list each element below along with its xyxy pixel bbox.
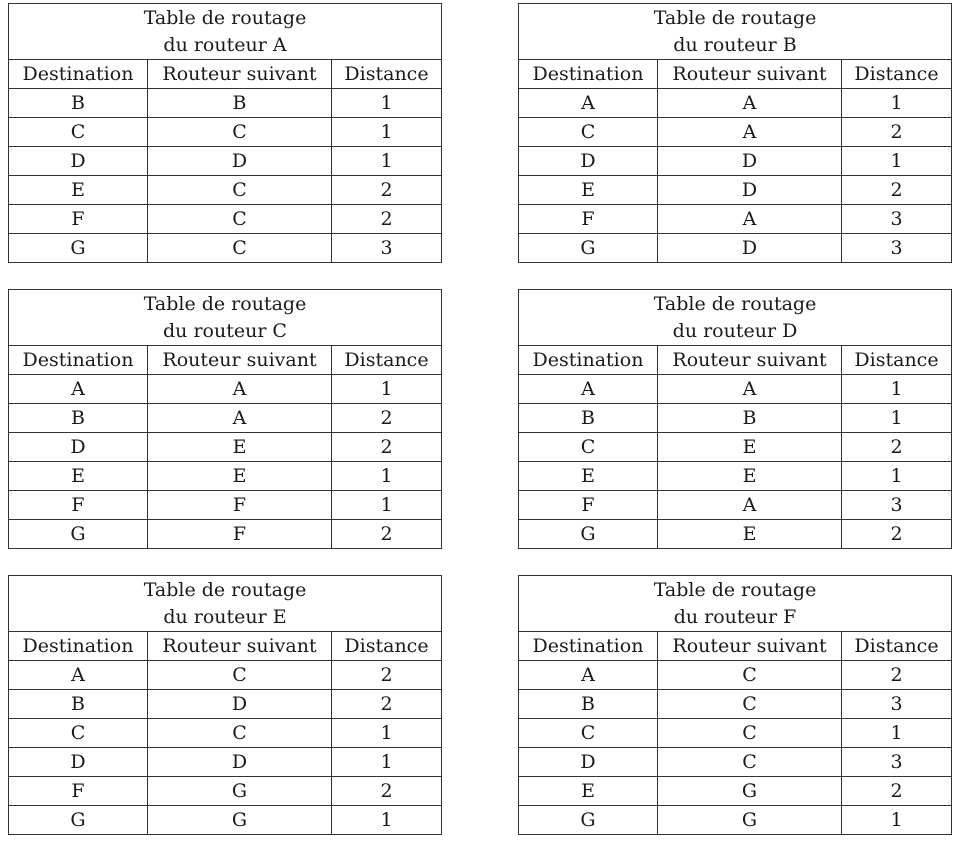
destination-cell: F xyxy=(9,491,148,520)
table-title xyxy=(519,290,952,346)
table-title xyxy=(9,576,442,632)
routing-table-c xyxy=(8,289,442,549)
column-header-destination: Destination xyxy=(519,60,658,89)
table-title-line2: du routeur D xyxy=(672,319,798,342)
table-title-line1: Table de routage xyxy=(653,578,817,601)
next-router-cell: A xyxy=(658,375,842,404)
next-router-cell: C xyxy=(148,661,332,690)
distance-cell: 2 xyxy=(332,520,442,549)
distance-cell: 2 xyxy=(842,118,952,147)
table-title-line2: du routeur E xyxy=(163,605,287,628)
next-router-cell: E xyxy=(148,462,332,491)
table-row xyxy=(9,176,442,205)
table-row xyxy=(9,719,442,748)
distance-cell: 1 xyxy=(332,118,442,147)
destination-cell: D xyxy=(519,147,658,176)
table-title-line2: du routeur A xyxy=(163,33,287,56)
next-router-cell: G xyxy=(148,806,332,835)
column-header-distance: Distance xyxy=(842,346,952,375)
next-router-cell: C xyxy=(148,176,332,205)
destination-cell: E xyxy=(519,777,658,806)
destination-cell: B xyxy=(519,404,658,433)
destination-cell: D xyxy=(9,433,148,462)
destination-cell: F xyxy=(519,491,658,520)
destination-cell: E xyxy=(519,462,658,491)
distance-cell: 1 xyxy=(842,375,952,404)
destination-cell: D xyxy=(9,748,148,777)
distance-cell: 3 xyxy=(842,234,952,263)
next-router-cell: C xyxy=(148,118,332,147)
distance-cell: 1 xyxy=(332,748,442,777)
distance-cell: 1 xyxy=(332,491,442,520)
distance-cell: 1 xyxy=(332,462,442,491)
routing-table-f xyxy=(518,575,952,835)
next-router-cell: A xyxy=(658,491,842,520)
table-row xyxy=(9,777,442,806)
destination-cell: E xyxy=(9,176,148,205)
distance-cell: 2 xyxy=(332,176,442,205)
next-router-cell: A xyxy=(148,404,332,433)
next-router-cell: D xyxy=(658,176,842,205)
table-row xyxy=(519,375,952,404)
table-row xyxy=(519,719,952,748)
distance-cell: 3 xyxy=(842,690,952,719)
next-router-cell: G xyxy=(658,777,842,806)
next-router-cell: D xyxy=(658,234,842,263)
destination-cell: G xyxy=(519,806,658,835)
distance-cell: 1 xyxy=(332,375,442,404)
next-router-cell: E xyxy=(658,520,842,549)
distance-cell: 3 xyxy=(842,491,952,520)
destination-cell: A xyxy=(9,375,148,404)
distance-cell: 1 xyxy=(842,806,952,835)
destination-cell: G xyxy=(9,806,148,835)
table-row xyxy=(519,661,952,690)
next-router-cell: A xyxy=(658,205,842,234)
next-router-cell: G xyxy=(658,806,842,835)
distance-cell: 2 xyxy=(332,404,442,433)
distance-cell: 1 xyxy=(842,89,952,118)
table-row xyxy=(9,404,442,433)
distance-cell: 2 xyxy=(842,661,952,690)
routing-table-d xyxy=(518,289,952,549)
table-row xyxy=(9,690,442,719)
column-header-next-router: Routeur suivant xyxy=(658,632,842,661)
destination-cell: C xyxy=(519,118,658,147)
next-router-cell: C xyxy=(658,748,842,777)
table-row xyxy=(9,89,442,118)
table-row xyxy=(519,806,952,835)
table-row xyxy=(9,806,442,835)
destination-cell: C xyxy=(9,118,148,147)
destination-cell: C xyxy=(519,719,658,748)
table-title-line1: Table de routage xyxy=(143,292,307,315)
table-row xyxy=(9,375,442,404)
destination-cell: G xyxy=(519,234,658,263)
distance-cell: 2 xyxy=(842,777,952,806)
distance-cell: 2 xyxy=(332,661,442,690)
destination-cell: F xyxy=(9,205,148,234)
table-row xyxy=(519,205,952,234)
next-router-cell: C xyxy=(148,205,332,234)
distance-cell: 1 xyxy=(842,147,952,176)
next-router-cell: E xyxy=(148,433,332,462)
distance-cell: 2 xyxy=(842,433,952,462)
column-header-next-router: Routeur suivant xyxy=(658,60,842,89)
table-row xyxy=(9,147,442,176)
destination-cell: B xyxy=(519,690,658,719)
next-router-cell: C xyxy=(148,719,332,748)
destination-cell: G xyxy=(519,520,658,549)
destination-cell: E xyxy=(519,176,658,205)
distance-cell: 1 xyxy=(842,404,952,433)
distance-cell: 1 xyxy=(842,719,952,748)
destination-cell: D xyxy=(9,147,148,176)
distance-cell: 1 xyxy=(842,462,952,491)
routing-table-a xyxy=(8,3,442,263)
next-router-cell: C xyxy=(148,234,332,263)
destination-cell: G xyxy=(9,234,148,263)
next-router-cell: F xyxy=(148,520,332,549)
table-title-line1: Table de routage xyxy=(143,578,307,601)
distance-cell: 2 xyxy=(332,205,442,234)
next-router-cell: C xyxy=(658,719,842,748)
next-router-cell: A xyxy=(148,375,332,404)
table-title xyxy=(519,576,952,632)
distance-cell: 2 xyxy=(842,176,952,205)
table-row xyxy=(519,118,952,147)
next-router-cell: A xyxy=(658,118,842,147)
destination-cell: A xyxy=(9,661,148,690)
destination-cell: G xyxy=(9,520,148,549)
distance-cell: 2 xyxy=(332,433,442,462)
table-row xyxy=(519,690,952,719)
destination-cell: B xyxy=(9,404,148,433)
table-title xyxy=(519,4,952,60)
distance-cell: 3 xyxy=(842,748,952,777)
distance-cell: 2 xyxy=(332,777,442,806)
destination-cell: F xyxy=(519,205,658,234)
column-header-next-router: Routeur suivant xyxy=(658,346,842,375)
column-header-next-router: Routeur suivant xyxy=(148,60,332,89)
table-row xyxy=(519,404,952,433)
destination-cell: C xyxy=(519,433,658,462)
column-header-distance: Distance xyxy=(842,632,952,661)
column-header-destination: Destination xyxy=(9,346,148,375)
table-row xyxy=(519,433,952,462)
destination-cell: F xyxy=(9,777,148,806)
column-header-next-router: Routeur suivant xyxy=(148,632,332,661)
table-row xyxy=(9,520,442,549)
destination-cell: B xyxy=(9,690,148,719)
destination-cell: D xyxy=(519,748,658,777)
column-header-destination: Destination xyxy=(519,632,658,661)
table-row xyxy=(9,462,442,491)
next-router-cell: E xyxy=(658,433,842,462)
table-row xyxy=(9,661,442,690)
table-title-line1: Table de routage xyxy=(143,6,307,29)
distance-cell: 1 xyxy=(332,147,442,176)
next-router-cell: G xyxy=(148,777,332,806)
destination-cell: B xyxy=(9,89,148,118)
table-title xyxy=(9,290,442,346)
next-router-cell: A xyxy=(658,89,842,118)
column-header-distance: Distance xyxy=(842,60,952,89)
table-row xyxy=(519,89,952,118)
next-router-cell: F xyxy=(148,491,332,520)
distance-cell: 3 xyxy=(332,234,442,263)
distance-cell: 3 xyxy=(842,205,952,234)
table-row xyxy=(9,433,442,462)
table-row xyxy=(9,118,442,147)
next-router-cell: C xyxy=(658,661,842,690)
table-row xyxy=(9,205,442,234)
table-title-line1: Table de routage xyxy=(653,6,817,29)
next-router-cell: B xyxy=(658,404,842,433)
table-row xyxy=(9,748,442,777)
destination-cell: C xyxy=(9,719,148,748)
column-header-destination: Destination xyxy=(519,346,658,375)
next-router-cell: D xyxy=(148,690,332,719)
routing-table-e xyxy=(8,575,442,835)
next-router-cell: C xyxy=(658,690,842,719)
table-row xyxy=(9,491,442,520)
destination-cell: E xyxy=(9,462,148,491)
distance-cell: 2 xyxy=(332,690,442,719)
column-header-distance: Distance xyxy=(332,60,442,89)
table-row xyxy=(519,777,952,806)
table-title-line2: du routeur F xyxy=(673,605,797,628)
table-title xyxy=(9,4,442,60)
column-header-destination: Destination xyxy=(9,632,148,661)
column-header-distance: Distance xyxy=(332,632,442,661)
distance-cell: 2 xyxy=(842,520,952,549)
routing-table-b xyxy=(518,3,952,263)
column-header-destination: Destination xyxy=(9,60,148,89)
table-title-line2: du routeur B xyxy=(673,33,797,56)
column-header-distance: Distance xyxy=(332,346,442,375)
next-router-cell: D xyxy=(148,748,332,777)
next-router-cell: E xyxy=(658,462,842,491)
table-row xyxy=(519,147,952,176)
table-row xyxy=(519,520,952,549)
destination-cell: A xyxy=(519,661,658,690)
table-row xyxy=(519,748,952,777)
table-row xyxy=(519,462,952,491)
destination-cell: A xyxy=(519,375,658,404)
next-router-cell: B xyxy=(148,89,332,118)
table-row xyxy=(519,491,952,520)
table-title-line2: du routeur C xyxy=(163,319,287,342)
column-header-next-router: Routeur suivant xyxy=(148,346,332,375)
table-row xyxy=(9,234,442,263)
next-router-cell: D xyxy=(148,147,332,176)
next-router-cell: D xyxy=(658,147,842,176)
distance-cell: 1 xyxy=(332,89,442,118)
destination-cell: A xyxy=(519,89,658,118)
distance-cell: 1 xyxy=(332,806,442,835)
distance-cell: 1 xyxy=(332,719,442,748)
table-row xyxy=(519,234,952,263)
table-row xyxy=(519,176,952,205)
table-title-line1: Table de routage xyxy=(653,292,817,315)
